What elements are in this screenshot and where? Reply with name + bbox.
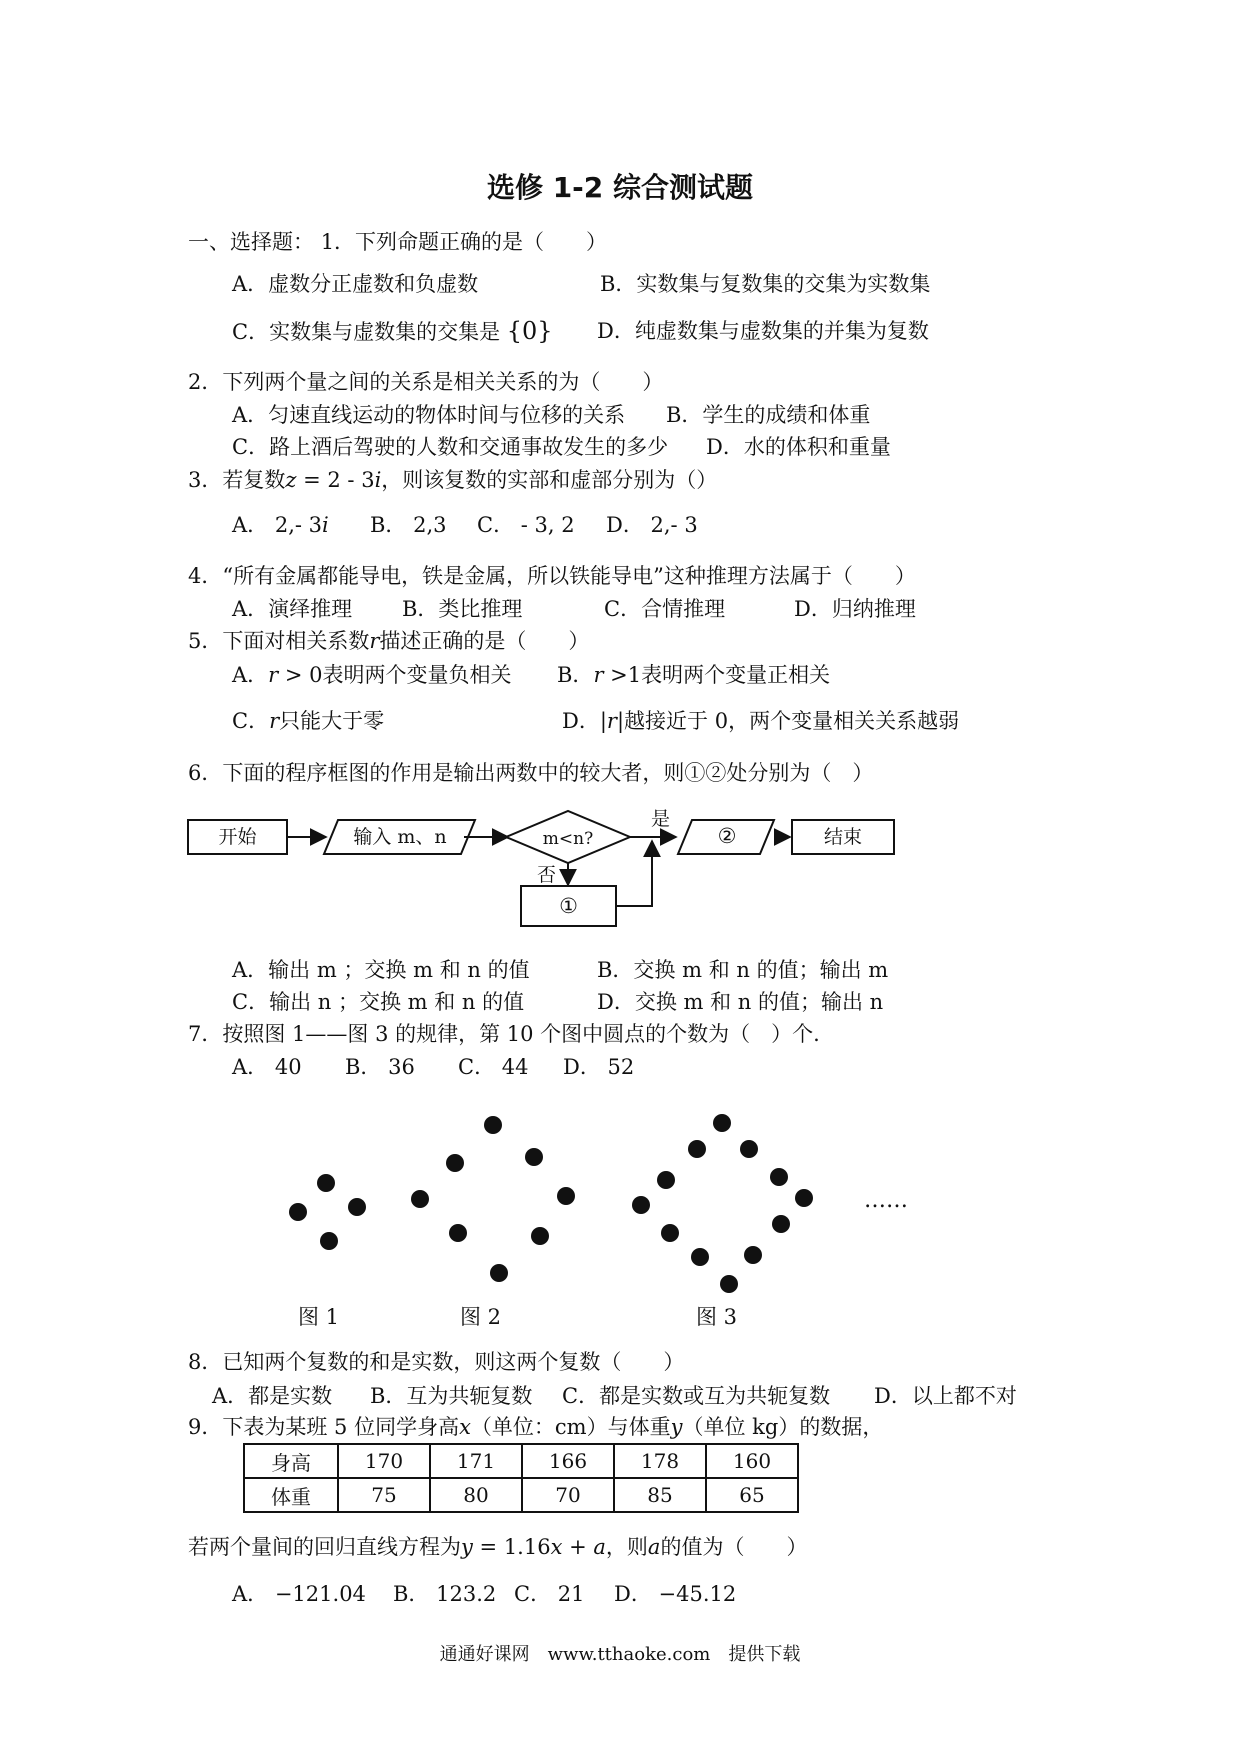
q3-stem-pre: 3．若复数 <box>188 468 286 492</box>
q5-option-c-text: 只能大于零 <box>279 709 385 733</box>
dot-figure-2 <box>411 1116 575 1282</box>
table-row <box>244 1444 798 1478</box>
q5-option-d-r: r <box>606 709 617 733</box>
fig3-caption: 图 3 <box>696 1305 738 1329</box>
q5-option-a-text: 表明两个变量负相关 <box>322 663 512 687</box>
table-cell: 80 <box>430 1478 522 1512</box>
q9-option-b: B． 123.2 <box>393 1582 497 1606</box>
table-cell: 160 <box>706 1444 798 1478</box>
q9-stem-pre: 9．下表为某班 5 位同学身高 <box>188 1415 460 1439</box>
table-cell: 65 <box>706 1478 798 1512</box>
height-weight-table <box>243 1443 799 1513</box>
dot <box>449 1224 467 1242</box>
q2-option-d: D．水的体积和重量 <box>706 435 891 459</box>
dot <box>720 1275 738 1293</box>
dot <box>557 1187 575 1205</box>
q9-reg-pre: 若两个量间的回归直线方程为 <box>188 1535 461 1559</box>
table-cell: 身高 <box>244 1444 338 1478</box>
q9-option-d: D． −45.12 <box>614 1582 737 1606</box>
dot <box>740 1140 758 1158</box>
flow-end-label: 结束 <box>823 826 862 848</box>
q5-option-d-label: D．| <box>562 709 607 733</box>
flow-no-label: 否 <box>537 864 557 886</box>
q9-stem <box>188 1414 883 1440</box>
table-row <box>244 1478 798 1512</box>
q2-stem: 2．下列两个量之间的关系是相关关系的为（ ） <box>188 370 664 394</box>
q5-option-c-label: C． <box>232 709 270 733</box>
dot <box>770 1168 788 1186</box>
dot <box>411 1190 429 1208</box>
q9-reg-plus: + <box>562 1535 594 1559</box>
fig1-caption: 图 1 <box>298 1305 340 1329</box>
q9-reg-a: a <box>593 1535 606 1559</box>
q3-option-c: C． - 3, 2 <box>477 513 575 537</box>
q8-option-d: D．以上都不对 <box>874 1384 1017 1408</box>
flow-process-label: ① <box>559 894 578 918</box>
q6-option-d: D．交换 m 和 n 的值；输出 n <box>597 990 884 1014</box>
q1-option-c-text: C．实数集与虚数集的交集是 <box>232 320 501 344</box>
q5-option-b-expr: >1 <box>603 663 642 687</box>
q1-option-b: B．实数集与复数集的交集为实数集 <box>600 272 931 296</box>
dot <box>691 1248 709 1266</box>
table-cell: 70 <box>522 1478 614 1512</box>
q5-option-a-expr: > 0 <box>278 663 323 687</box>
q5-stem-post: 描述正确的是（ ） <box>379 629 590 653</box>
q4-option-d: D．归纳推理 <box>794 597 916 621</box>
q7-option-a: A． 40 <box>232 1055 302 1079</box>
flow-input-label: 输入 m、n <box>353 826 447 848</box>
q5-var-r: r <box>369 629 380 653</box>
q3-option-d: D． 2,- 3 <box>606 513 698 537</box>
dot <box>484 1116 502 1134</box>
q3-option-a-text: A． 2,- 3 <box>232 513 323 537</box>
q6-option-c: C．输出 n ；交换 m 和 n 的值 <box>232 990 525 1014</box>
dot-figure-3 <box>632 1114 813 1293</box>
table-cell: 85 <box>614 1478 706 1512</box>
dot <box>525 1148 543 1166</box>
q6-stem: 6．下面的程序框图的作用是输出两数中的较大者，则①②处分别为（ ） <box>188 761 874 785</box>
q5-option-b-label: B． <box>557 663 594 687</box>
q3-expr: = 2 - 3 <box>296 468 375 492</box>
q3-option-b: B． 2,3 <box>370 513 447 537</box>
q7-option-b: B． 36 <box>345 1055 415 1079</box>
q9-reg-post: 的值为（ ） <box>660 1535 808 1559</box>
q8-stem: 8．已知两个复数的和是实数，则这两个复数（ ） <box>188 1350 685 1374</box>
q6-option-a: A．输出 m ；交换 m 和 n 的值 <box>232 958 530 982</box>
q1-option-c-set: {0} <box>506 317 553 345</box>
q3-var-z: z <box>285 468 297 492</box>
dot <box>632 1196 650 1214</box>
q2-option-c: C．路上酒后驾驶的人数和交通事故发生的多少 <box>232 435 669 459</box>
q9-option-a: A． −121.04 <box>232 1582 366 1606</box>
table-cell: 75 <box>338 1478 430 1512</box>
q4-stem: 4．“所有金属都能导电，铁是金属，所以铁能导电”这种推理方法属于（ ） <box>188 564 916 588</box>
dot <box>317 1174 335 1192</box>
dot <box>744 1246 762 1264</box>
q5-option-b-text: 表明两个变量正相关 <box>641 663 831 687</box>
q9-regression-stem <box>188 1534 807 1560</box>
dot <box>446 1154 464 1172</box>
section-label: 一、选择题： <box>188 230 314 254</box>
table-cell: 体重 <box>244 1478 338 1512</box>
page-footer: 通通好课网 www.tthaoke.com 提供下载 <box>439 1644 801 1665</box>
q4-option-a: A．演绎推理 <box>232 597 353 621</box>
table-cell: 178 <box>614 1444 706 1478</box>
q1-option-d: D．纯虚数集与虚数集的并集为复数 <box>597 319 929 343</box>
fig2-caption: 图 2 <box>460 1305 502 1329</box>
q8-option-a: A．都是实数 <box>212 1384 333 1408</box>
q8-option-c: C．都是实数或互为共轭复数 <box>562 1384 831 1408</box>
table-cell: 166 <box>522 1444 614 1478</box>
flow-start-label: 开始 <box>218 826 257 848</box>
page-title: 选修 1-2 综合测试题 <box>486 171 754 204</box>
q9-reg-a2: a <box>647 1535 661 1559</box>
q3-imag-unit: i <box>374 468 382 492</box>
dots-ellipsis: …… <box>864 1188 908 1213</box>
table-cell: 170 <box>338 1444 430 1478</box>
q4-option-b: B．类比推理 <box>402 597 523 621</box>
q9-var-y: y <box>670 1415 683 1439</box>
dot <box>713 1114 731 1132</box>
q9-reg-mid: ，则 <box>605 1535 648 1559</box>
dot <box>348 1198 366 1216</box>
q1-stem: 1．下列命题正确的是（ ） <box>320 230 608 254</box>
q9-stem-post: （单位 kg）的数据， <box>682 1415 884 1439</box>
q2-option-a: A．匀速直线运动的物体时间与位移的关系 <box>232 403 626 427</box>
q9-reg-x: x <box>550 1535 563 1559</box>
q3-option-a-i: i <box>322 513 329 537</box>
flow-output-label: ② <box>717 824 737 848</box>
dot <box>289 1203 307 1221</box>
dot <box>490 1264 508 1282</box>
dot <box>657 1171 675 1189</box>
dot <box>661 1224 679 1242</box>
dot <box>320 1232 338 1250</box>
q7-stem: 7．按照图 1——图 3 的规律，第 10 个图中圆点的个数为（ ）个. <box>188 1022 820 1046</box>
flow-arrow-loop <box>616 841 652 906</box>
flow-decision-label: m<n? <box>542 829 594 849</box>
q2-option-b: B．学生的成绩和体重 <box>666 403 871 427</box>
q9-option-c: C． 21 <box>514 1582 585 1606</box>
q9-reg-coef: = 1.16 <box>472 1535 551 1559</box>
q5-stem-pre: 5．下面对相关系数 <box>188 629 370 653</box>
q8-option-b: B．互为共轭复数 <box>370 1384 533 1408</box>
dot-figure-1 <box>289 1174 366 1250</box>
q7-option-c: C． 44 <box>458 1055 529 1079</box>
dot <box>795 1189 813 1207</box>
q5-option-b-r: r <box>593 663 604 687</box>
flow-yes-label: 是 <box>651 808 671 830</box>
q9-stem-mid: （单位：cm）与体重 <box>470 1415 671 1439</box>
q5-option-a-r: r <box>268 663 279 687</box>
q4-option-c: C．合情推理 <box>604 597 726 621</box>
q1-option-a: A．虚数分正虚数和负虚数 <box>232 272 479 296</box>
q5-option-c-r: r <box>269 709 280 733</box>
q3-stem-post: ，则该复数的实部和虚部分别为（） <box>381 468 718 492</box>
q6-option-b: B．交换 m 和 n 的值；输出 m <box>597 958 889 982</box>
dot <box>772 1215 790 1233</box>
table-cell: 171 <box>430 1444 522 1478</box>
q9-var-x: x <box>459 1415 471 1439</box>
q7-option-d: D． 52 <box>563 1055 635 1079</box>
q5-option-d-text: |越接近于 0，两个变量相关关系越弱 <box>616 709 960 733</box>
dot <box>688 1140 706 1158</box>
q9-reg-y: y <box>461 1535 473 1559</box>
dot <box>531 1227 549 1245</box>
q5-option-a-label: A． <box>232 663 269 687</box>
